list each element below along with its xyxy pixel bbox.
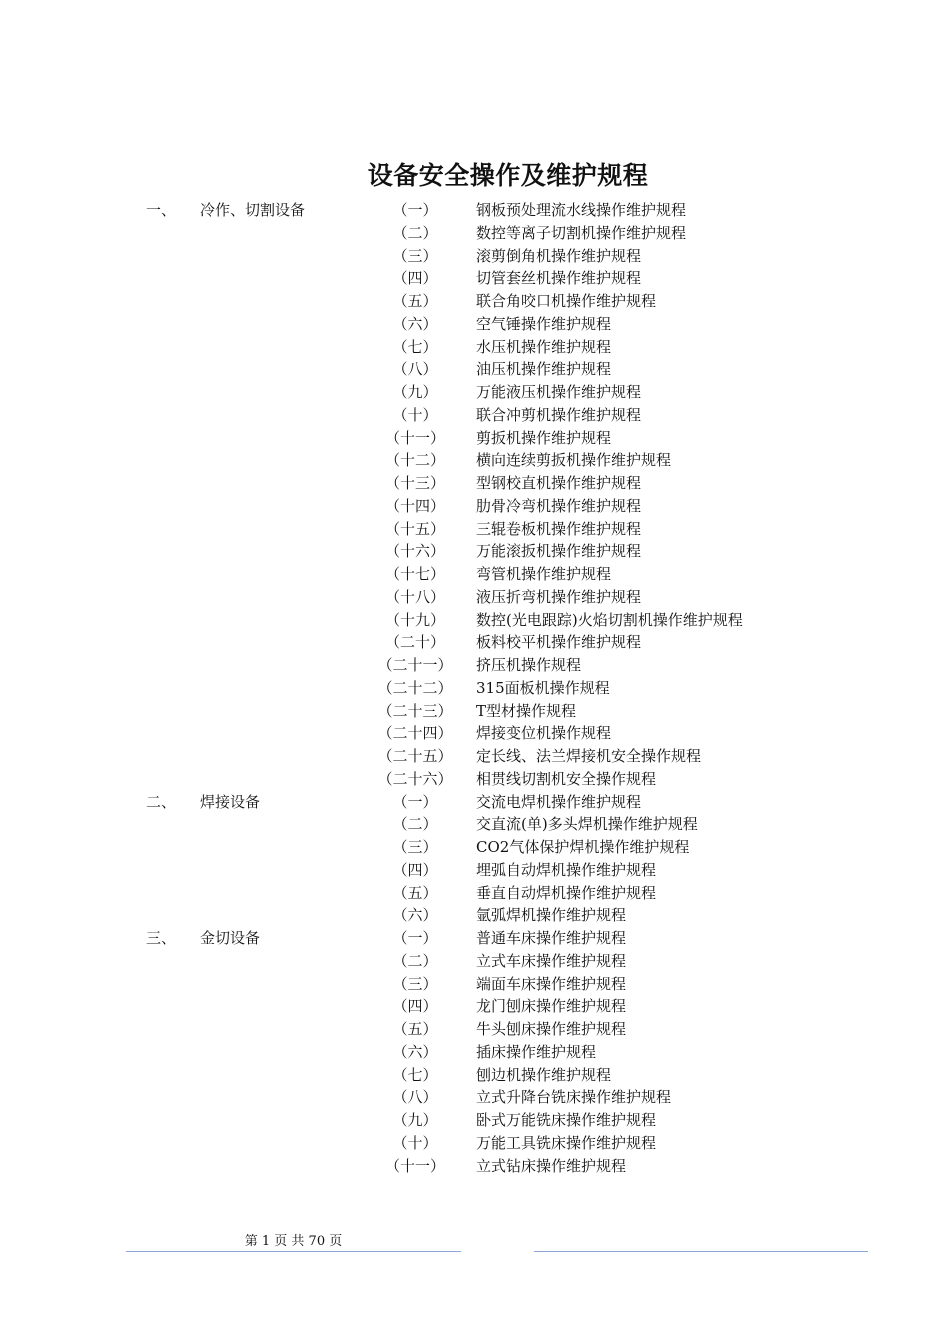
item-number: （一） — [392, 792, 438, 811]
item-number: （四） — [392, 860, 438, 879]
item-number: （九） — [392, 1111, 438, 1129]
item-number: （十五） — [384, 519, 445, 538]
item-number: （十六） — [384, 542, 445, 561]
toc-row — [0, 768, 950, 791]
footer-rule-right — [534, 1251, 868, 1252]
page-footer: 第 1 页 共 70 页 — [244, 1234, 343, 1249]
toc-row — [0, 973, 950, 996]
item-title: 牛头刨床操作维护规程 — [476, 1020, 627, 1038]
item-number: （二） — [392, 815, 438, 834]
item-number: （十八） — [384, 587, 445, 606]
table-of-contents — [0, 199, 950, 1177]
toc-row — [0, 700, 950, 723]
item-number: （六） — [392, 906, 438, 925]
item-number: （二十） — [384, 633, 445, 652]
item-title: 交直流(单)多头焊机操作维护规程 — [476, 815, 698, 834]
toc-row — [0, 404, 950, 427]
item-title: 三辊卷板机操作维护规程 — [476, 519, 642, 538]
item-title: 万能液压机操作维护规程 — [476, 383, 642, 401]
toc-row — [0, 677, 950, 700]
toc-row — [0, 904, 950, 927]
item-number: （八） — [392, 1088, 438, 1107]
item-title: 插床操作维护规程 — [476, 1042, 597, 1061]
toc-row — [0, 927, 950, 950]
item-title: 普通车床操作维护规程 — [476, 929, 627, 947]
toc-row — [0, 313, 950, 336]
item-title: 数控(光电跟踪)火焰切割机操作维护规程 — [476, 610, 743, 629]
section-name: 金切设备 — [200, 929, 261, 947]
item-title: 空气锤操作维护规程 — [476, 314, 612, 333]
toc-row — [0, 518, 950, 541]
toc-row — [0, 882, 950, 905]
toc-row — [0, 267, 950, 290]
item-number: （二十二） — [377, 678, 453, 697]
section-name: 焊接设备 — [200, 792, 261, 811]
item-number: （一） — [392, 201, 438, 219]
toc-row — [0, 859, 950, 882]
toc-row — [0, 586, 950, 609]
toc-row — [0, 950, 950, 973]
item-number: （二十三） — [377, 701, 453, 720]
toc-row — [0, 836, 950, 859]
item-number: （五） — [392, 1020, 438, 1038]
item-number: （二） — [392, 223, 438, 242]
toc-row — [0, 1155, 950, 1178]
toc-row — [0, 472, 950, 495]
item-title: 交流电焊机操作维护规程 — [476, 792, 642, 811]
item-title: 水压机操作维护规程 — [476, 337, 612, 356]
item-title: 横向连续剪扳机操作维护规程 — [476, 451, 672, 470]
item-title: 定长线、法兰焊接机安全操作规程 — [476, 747, 702, 765]
item-number: （三） — [392, 838, 438, 856]
item-title: 剪扳机操作维护规程 — [476, 428, 612, 447]
document-title: 设备安全操作及维护规程 — [367, 161, 649, 190]
item-title: 端面车床操作维护规程 — [476, 974, 627, 993]
toc-row — [0, 722, 950, 745]
toc-row — [0, 995, 950, 1018]
item-number: （一） — [392, 929, 438, 947]
item-number: （十二） — [384, 451, 445, 470]
item-number: （七） — [392, 337, 438, 356]
item-number: （十） — [392, 1133, 438, 1152]
toc-row — [0, 654, 950, 677]
footer-rule-left — [126, 1251, 461, 1252]
item-number: （十一） — [384, 428, 445, 447]
item-number: （二十一） — [377, 656, 453, 674]
section-name: 冷作、切割设备 — [200, 201, 306, 219]
item-number: （十四） — [384, 496, 445, 515]
item-title: 立式钻床操作维护规程 — [476, 1156, 627, 1175]
item-title: 联合冲剪机操作维护规程 — [476, 405, 642, 424]
item-title: 弯管机操作维护规程 — [476, 565, 612, 583]
item-number: （六） — [392, 314, 438, 333]
item-title: 挤压机操作规程 — [476, 656, 582, 674]
toc-row — [0, 1109, 950, 1132]
toc-row — [0, 1064, 950, 1087]
toc-row — [0, 336, 950, 359]
toc-row — [0, 631, 950, 654]
item-number: （三） — [392, 974, 438, 993]
section-number: 二、 — [146, 792, 177, 811]
item-number: （八） — [392, 360, 438, 379]
item-title: 万能滚扳机操作维护规程 — [476, 542, 642, 561]
item-title: 液压折弯机操作维护规程 — [476, 587, 642, 606]
toc-row — [0, 495, 950, 518]
item-number: （三） — [392, 246, 438, 265]
item-number: （四） — [392, 269, 438, 288]
item-title: T型材操作规程 — [476, 701, 577, 720]
item-title: 立式升降台铣床操作维护规程 — [476, 1088, 672, 1107]
toc-row — [0, 290, 950, 313]
toc-row — [0, 563, 950, 586]
item-number: （七） — [392, 1065, 438, 1084]
item-title: 板料校平机操作维护规程 — [476, 633, 642, 652]
item-number: （十九） — [384, 610, 445, 629]
toc-row — [0, 449, 950, 472]
item-title: 垂直自动焊机操作维护规程 — [476, 883, 657, 902]
toc-row — [0, 1041, 950, 1064]
toc-row — [0, 609, 950, 632]
item-title: 联合角咬口机操作维护规程 — [476, 292, 657, 310]
toc-row — [0, 381, 950, 404]
section-number: 一、 — [146, 201, 177, 219]
item-title: 型钢校直机操作维护规程 — [476, 474, 642, 492]
toc-row — [0, 813, 950, 836]
item-title: 切管套丝机操作维护规程 — [476, 269, 642, 288]
item-number: （十） — [392, 405, 438, 424]
item-title: 万能工具铣床操作维护规程 — [476, 1133, 657, 1152]
item-number: （六） — [392, 1042, 438, 1061]
item-title: 数控等离子切割机操作维护规程 — [476, 223, 687, 242]
toc-row — [0, 358, 950, 381]
toc-row — [0, 1132, 950, 1155]
item-number: （二） — [392, 951, 438, 970]
item-title: 埋弧自动焊机操作维护规程 — [476, 860, 657, 879]
item-number: （四） — [392, 997, 438, 1016]
item-title: 刨边机操作维护规程 — [476, 1065, 612, 1084]
item-number: （九） — [392, 383, 438, 401]
toc-row — [0, 245, 950, 268]
item-number: （二十六） — [377, 769, 453, 788]
item-number: （十三） — [384, 474, 445, 492]
toc-row — [0, 1086, 950, 1109]
item-title: CO2气体保护焊机操作维护规程 — [476, 838, 690, 856]
toc-row — [0, 540, 950, 563]
item-title: 立式车床操作维护规程 — [476, 951, 627, 970]
item-number: （二十五） — [377, 747, 453, 765]
item-number: （十七） — [384, 565, 445, 583]
item-number: （五） — [392, 292, 438, 310]
item-number: （二十四） — [377, 724, 453, 743]
item-title: 油压机操作维护规程 — [476, 360, 612, 379]
toc-row — [0, 745, 950, 768]
toc-row — [0, 791, 950, 814]
item-title: 相贯线切割机安全操作规程 — [476, 769, 657, 788]
toc-row — [0, 1018, 950, 1041]
item-title: 焊接变位机操作规程 — [476, 724, 612, 743]
item-title: 卧式万能铣床操作维护规程 — [476, 1111, 657, 1129]
item-title: 滚剪倒角机操作维护规程 — [476, 246, 642, 265]
item-title: 氩弧焊机操作维护规程 — [476, 906, 627, 925]
toc-row — [0, 427, 950, 450]
toc-row — [0, 199, 950, 222]
toc-row — [0, 222, 950, 245]
item-number: （十一） — [384, 1156, 445, 1175]
item-title: 315面板机操作规程 — [476, 678, 610, 697]
item-title: 肋骨冷弯机操作维护规程 — [476, 496, 642, 515]
section-number: 三、 — [146, 929, 177, 947]
item-number: （五） — [392, 883, 438, 902]
item-title: 龙门刨床操作维护规程 — [476, 997, 627, 1016]
item-title: 钢板预处理流水线操作维护规程 — [476, 201, 687, 219]
